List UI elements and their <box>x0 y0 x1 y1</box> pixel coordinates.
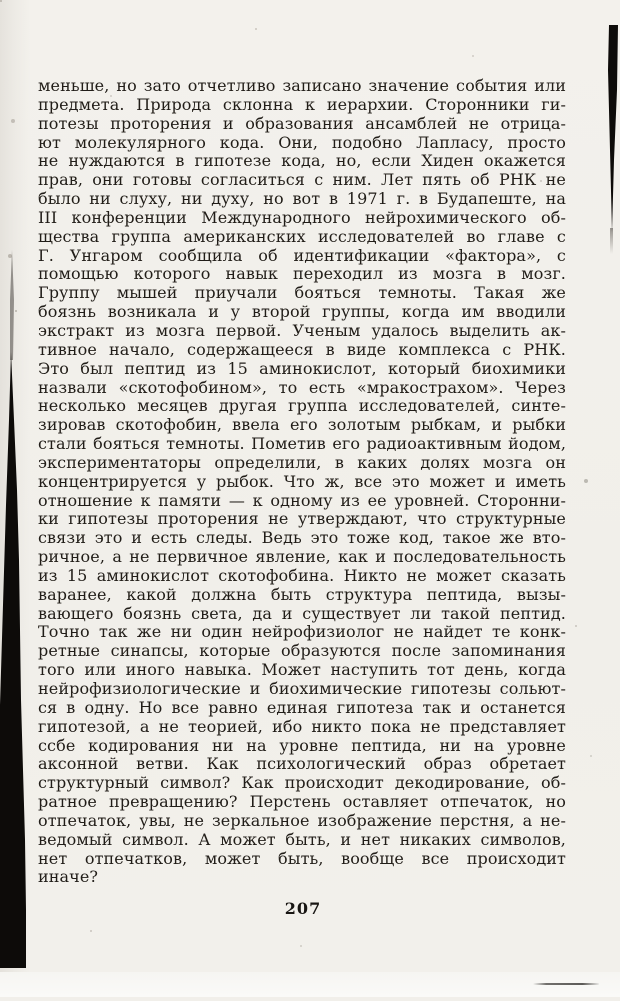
right-edge-shadow-fade <box>610 228 613 254</box>
text-line: ют молекулярного кода. Они, подобно Лапласу, просто <box>38 132 566 152</box>
text-line: прав, они готовы согласиться с ним. Лет пять об РНК не <box>38 170 566 190</box>
text-line: ретные синапсы, которые образуются после запоминания <box>38 641 566 661</box>
text-line: Точно так же ни один нейрофизиолог не найдет те конк- <box>38 622 566 642</box>
text-line: тивное начало, содержащееся в виде комплекса с РНК. <box>38 339 566 359</box>
text-line: экспериментаторы определили, в каких долях мозга он <box>38 452 566 472</box>
text-line: щества группа американских исследователей во главе с <box>38 226 566 246</box>
bottom-edge-line <box>533 983 599 985</box>
text-line: III конференции Международного нейрохимического об- <box>38 207 566 227</box>
page-bottom-edge <box>0 972 620 997</box>
text-line: назвали «скотофобином», то есть «мракострахом». Через <box>38 377 566 397</box>
text-line: зировав скотофобин, ввела его золотым рыбкам, и рыбки <box>38 415 566 435</box>
text-line: нет отпечатков, может быть, вообще все происходит <box>38 848 566 868</box>
text-line: стали бояться темноты. Пометив его радиоактивным йодом, <box>38 434 566 454</box>
text-line: отпечаток, увы, не зеркальное изображение перстня, а не- <box>38 810 566 830</box>
text-line: концентрируется у рыбок. Что ж, все это может и иметь <box>38 471 566 491</box>
text-line: помощью которого навык переходил из мозга в мозг. <box>38 264 566 284</box>
text-line: ся в одну. Но все равно единая гипотеза так и останется <box>38 697 566 717</box>
text-line: не нуждаются в гипотезе кода, но, если Хиден окажется <box>38 151 566 171</box>
text-line: потезы проторения и образования ансамблей не отрица- <box>38 113 566 133</box>
left-binding-shadow-thin <box>10 250 14 360</box>
text-line: ричное, а не первичное явление, как и последовательность <box>38 547 566 567</box>
text-line: вающего боязнь света, да и существует ли такой пептид. <box>38 603 566 623</box>
text-line: несколько месяцев другая группа исследователей, синте- <box>38 396 566 416</box>
left-binding-shadow <box>0 352 26 968</box>
right-edge-shadow <box>608 25 618 232</box>
text-line: Группу мышей приучали бояться темноты. Такая же <box>38 283 566 303</box>
text-line: Это был пептид из 15 аминокислот, который биохимики <box>38 358 566 378</box>
text-line: ратное превращению? Перстень оставляет отпечаток, но <box>38 792 566 812</box>
page-text <box>38 77 566 887</box>
text-line: экстракт из мозга первой. Ученым удалось выделить ак- <box>38 320 566 340</box>
scan-speckles <box>0 0 2 2</box>
text-line: аксонной ветви. Как психологический образ обретает <box>38 754 566 774</box>
text-line: ведомый символ. А может быть, и нет никаких символов, <box>38 829 566 849</box>
text-line: гипотезой, а не теорией, ибо никто пока не представляет <box>38 716 566 736</box>
text-line: связи это и есть следы. Ведь это тоже код, такое же вто- <box>38 528 566 548</box>
text-line: ссбе кодирования ни на уровне пептида, ни на уровне <box>38 735 566 755</box>
text-line: нейрофизиологические и биохимические гипотезы сольют- <box>38 679 566 698</box>
text-line: боязнь возникала и у второй группы, когда им вводили <box>38 302 566 322</box>
text-line: ки гипотезы проторения не утверждают, что структурные <box>38 509 566 529</box>
text-line: предмета. Природа склонна к иерархии. Сторонники ги- <box>38 94 566 114</box>
text-line: из 15 аминокислот скотофобина. Никто не может сказать <box>38 565 566 585</box>
text-line: структурный символ? Как происходит декодирование, об- <box>38 773 566 793</box>
text-line: иначе? <box>38 867 99 887</box>
text-line: Г. Унгаром сообщила об идентификации «фактора», с <box>38 245 566 265</box>
text-line: меньше, но зато отчетливо записано значение события или <box>38 76 566 95</box>
text-line: того или иного навыка. Может наступить тот день, когда <box>38 660 566 680</box>
text-line: было ни слуху, ни духу, но вот в 1971 г. в Будапеште, на <box>38 189 566 209</box>
page-number: 207 <box>284 899 322 918</box>
text-line: отношение к памяти — к одному из ее уровней. Сторонни- <box>38 490 566 510</box>
text-line: варанее, какой должна быть структура пептида, вызы- <box>38 584 566 604</box>
